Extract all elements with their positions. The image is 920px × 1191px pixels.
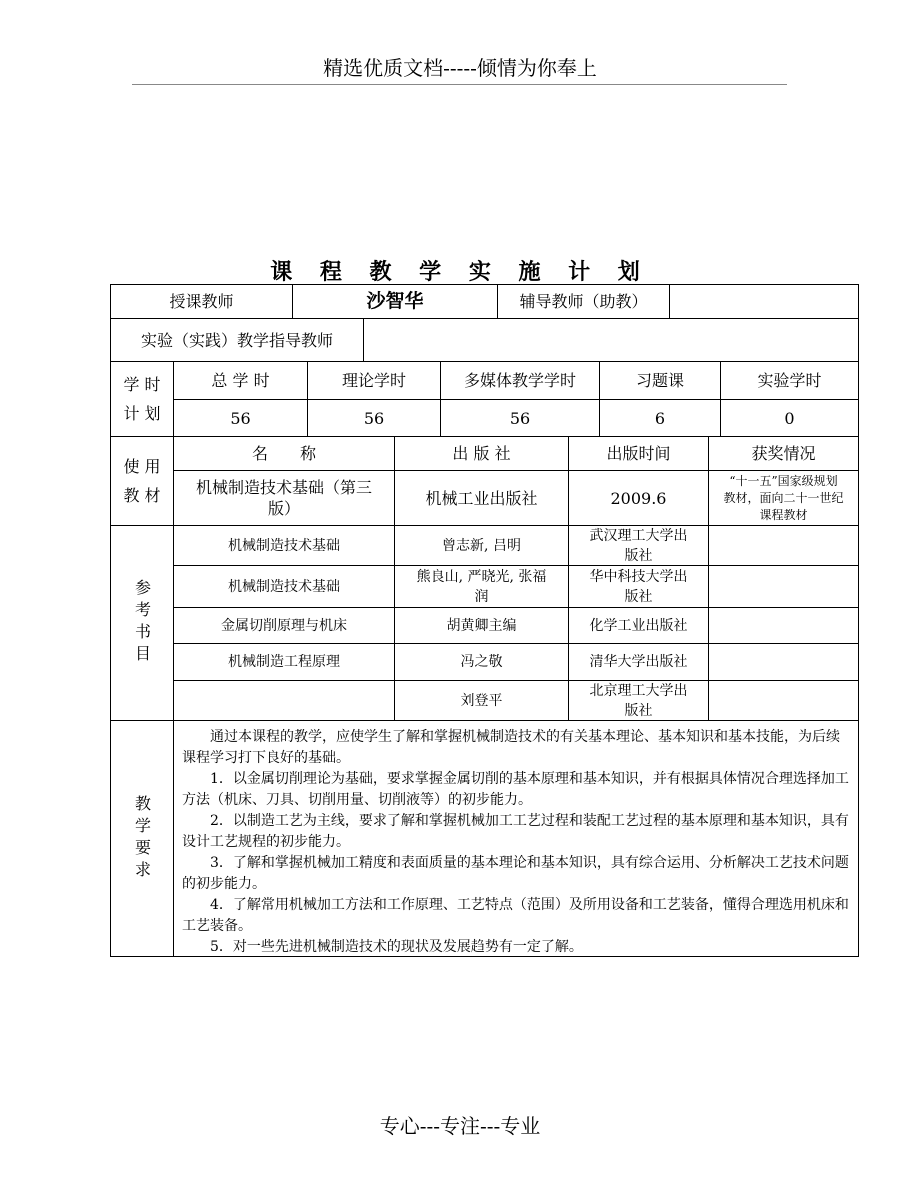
textbook-award-line2: 教材，面向二十一世纪 (723, 490, 844, 505)
page-footer: 专心---专注---专业 (379, 1114, 541, 1138)
textbook-publisher: 机械工业出版社 (394, 470, 569, 526)
textbook-award-line1: “十一五”国家级规划 (729, 473, 838, 488)
reference-note (708, 680, 859, 721)
hours-header-multimedia: 多媒体教学学时 (440, 361, 600, 400)
reference-publisher-line2: 版社 (624, 702, 653, 719)
textbook-section-label (110, 436, 174, 526)
requirements-paragraph: 5．对一些先进机械制造技术的现状及发展趋势有一定了解。 (210, 939, 583, 955)
reference-publisher-line1: 武汉理工大学出 (589, 527, 688, 544)
reference-author-line1: 熊良山, 严晓光, 张福 (416, 568, 547, 585)
hours-header-lab: 实验学时 (720, 361, 859, 400)
hours-value-total: 56 (173, 399, 308, 437)
reference-publisher-line1: 北京理工大学出 (589, 682, 688, 699)
requirements-section-label (110, 720, 174, 957)
textbook-header-award: 获奖情况 (708, 436, 859, 471)
hours-header-exercise: 习题课 (599, 361, 721, 400)
assistant-label: 辅导教师（助教） (497, 284, 670, 319)
reference-author (394, 565, 569, 608)
textbook-date: 2009.6 (568, 470, 709, 526)
requirements-paragraph: 通过本课程的教学，应使学生了解和掌握机械制造技术的有关基本理论、基本知识和基本技能，为后续课程学习打下良好的基础。 (182, 729, 840, 766)
textbook-name (173, 470, 395, 526)
hours-value-theory: 56 (307, 399, 441, 437)
textbook-award (708, 470, 859, 526)
reference-publisher (568, 565, 709, 608)
reference-title: 机械制造技术基础 (173, 565, 395, 608)
textbook-header-publisher: 出 版 社 (394, 436, 569, 471)
reference-publisher-line2: 版社 (624, 588, 653, 605)
reference-note (708, 607, 859, 644)
hours-section-label (110, 361, 174, 437)
reference-title: 机械制造技术基础 (173, 525, 395, 566)
textbook-name-line2: 版） (267, 499, 300, 518)
lab-instructor-label: 实验（实践）教学指导教师 (110, 318, 364, 362)
requirements-paragraph: 1．以金属切削理论为基础，要求掌握金属切削的基本原理和基本知识，并有根据具体情况合理选择加工方法（机床、刀具、切削用量、切削液等）的初步能力。 (182, 771, 849, 808)
hours-label-line2: 计 划 (123, 404, 161, 423)
textbook-label-line2: 教 材 (123, 486, 161, 505)
reference-publisher: 清华大学出版社 (568, 643, 709, 681)
references-section-label (110, 525, 174, 721)
reference-publisher-line2: 版社 (624, 547, 653, 564)
reference-title (173, 680, 395, 721)
requirements-body (173, 720, 859, 957)
header-divider (132, 84, 787, 85)
requirements-paragraph: 4．了解常用机械加工方法和工作原理、工艺特点（范围）及所用设备和工艺装备，懂得合理选用机床和工艺装备。 (182, 897, 849, 934)
textbook-label-line1: 使 用 (123, 457, 161, 476)
reference-note (708, 643, 859, 681)
reference-publisher (568, 680, 709, 721)
reference-note (708, 565, 859, 608)
lab-instructor-name (363, 318, 859, 362)
hours-value-multimedia: 56 (440, 399, 600, 437)
lecturer-name: 沙智华 (292, 284, 498, 319)
lecturer-label: 授课教师 (110, 284, 293, 319)
assistant-name (669, 284, 859, 319)
reference-author: 胡黄卿主编 (394, 607, 569, 644)
requirements-label-text: 教学要求 (132, 794, 152, 883)
reference-title: 机械制造工程原理 (173, 643, 395, 681)
reference-publisher: 化学工业出版社 (568, 607, 709, 644)
document-title: 课 程 教 学 实 施 计 划 (270, 259, 650, 285)
reference-title: 金属切削原理与机床 (173, 607, 395, 644)
reference-author-line2: 润 (474, 588, 489, 605)
hours-value-lab: 0 (720, 399, 859, 437)
reference-author: 曾志新, 吕明 (394, 525, 569, 566)
textbook-name-line1: 机械制造技术基础（第三 (195, 478, 372, 497)
reference-author: 刘登平 (394, 680, 569, 721)
references-label-text: 参考书目 (132, 579, 152, 667)
requirements-paragraph: 3．了解和掌握机械加工精度和表面质量的基本理论和基本知识，具有综合运用、分析解决工艺技术问题的初步能力。 (182, 855, 849, 892)
page-header: 精选优质文档-----倾情为你奉上 (323, 56, 597, 80)
reference-publisher (568, 525, 709, 566)
textbook-award-line3: 课程教材 (759, 507, 808, 522)
textbook-header-date: 出版时间 (568, 436, 709, 471)
reference-author: 冯之敬 (394, 643, 569, 681)
hours-header-theory: 理论学时 (307, 361, 441, 400)
reference-publisher-line1: 华中科技大学出 (589, 568, 688, 585)
course-plan-table (111, 285, 859, 957)
reference-note (708, 525, 859, 566)
requirements-paragraph: 2．以制造工艺为主线，要求了解和掌握机械加工工艺过程和装配工艺过程的基本原理和基本知识，具有设计工艺规程的初步能力。 (182, 813, 849, 850)
hours-header-total: 总 学 时 (173, 361, 308, 400)
hours-label-line1: 学 时 (123, 375, 161, 394)
textbook-header-name: 名 称 (173, 436, 395, 471)
hours-value-exercise: 6 (599, 399, 721, 437)
